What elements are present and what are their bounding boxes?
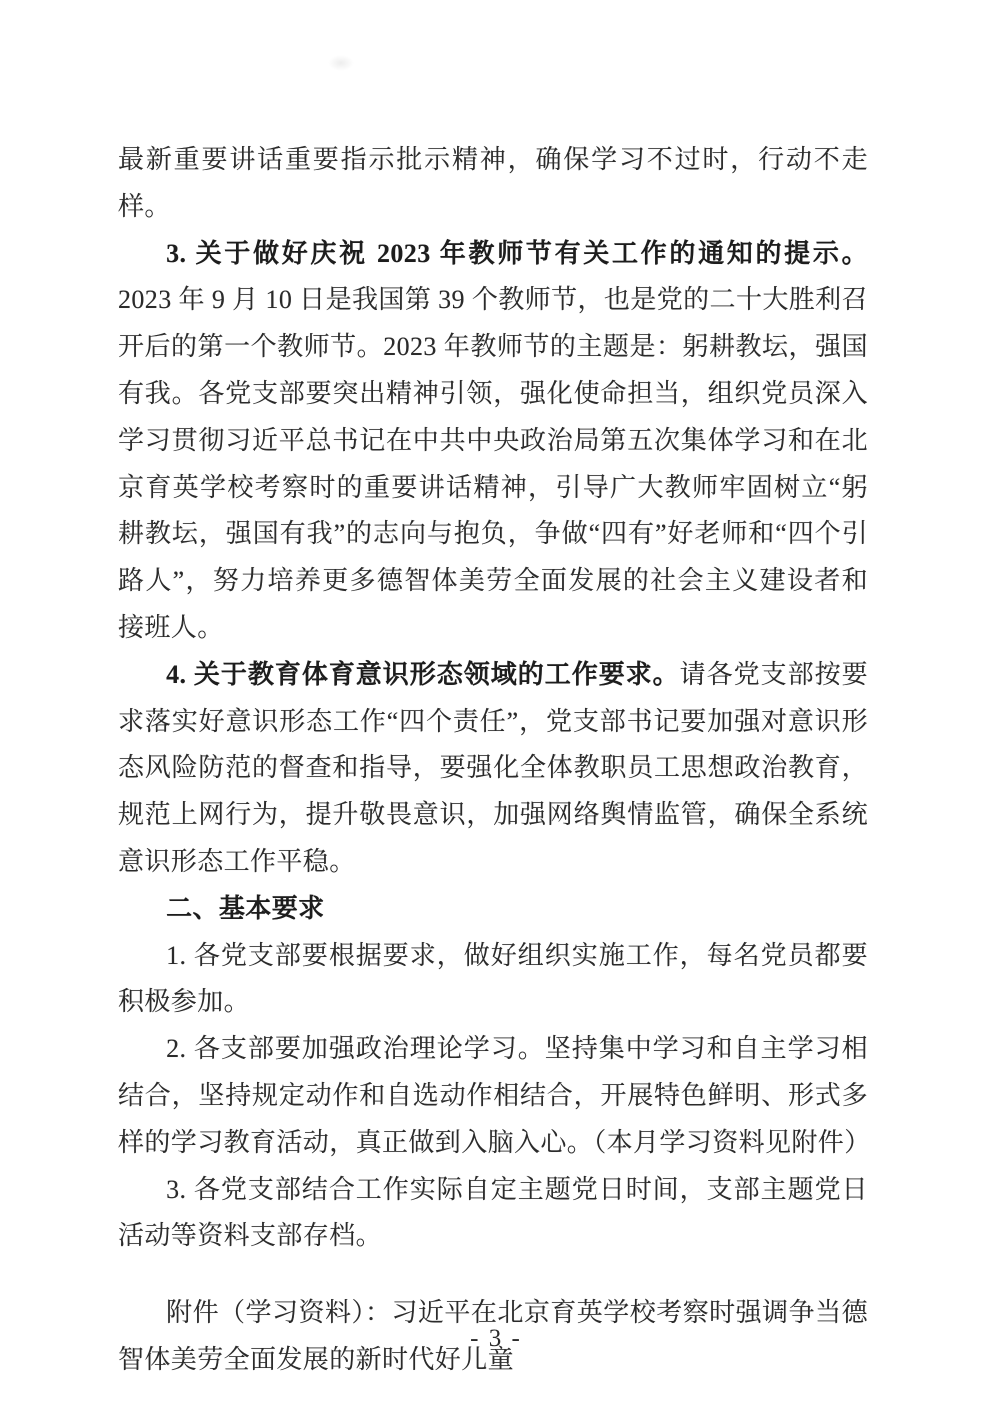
section-heading-text: 二、基本要求 — [166, 893, 325, 923]
paragraph-text: 最新重要讲话重要指示批示精神，确保学习不过时，行动不走样。 — [118, 145, 868, 221]
paragraph-text: 附件（学习资料）：习近平在北京育英学校考察时强调争当德智体美劳全面发展的新时代好儿童 — [118, 1298, 868, 1374]
scan-smudge-artifact — [328, 55, 354, 71]
paragraph-text: 1. 各党支部要根据要求，做好组织实施工作，每名党员都要积极参加。 — [118, 940, 868, 1017]
page-number: - 3 - — [470, 1325, 522, 1352]
paragraph-requirement-3 — [118, 1167, 868, 1261]
paragraph-item-3-teachers-day — [118, 231, 868, 652]
paragraph-bold-lead: 3. 关于做好庆祝 2023 年教师节有关工作的通知的提示。 — [166, 238, 868, 268]
paragraph-text: 3. 各党支部结合工作实际自定主题党日时间，支部主题党日活动等资料支部存档。 — [118, 1174, 868, 1251]
paragraph-requirement-1 — [118, 933, 868, 1027]
paragraph-continuation — [118, 137, 868, 231]
paragraph-requirement-2 — [118, 1026, 871, 1166]
section-heading-basic-requirements — [118, 886, 868, 933]
paragraph-bold-lead: 4. 关于教育体育意识形态领域的工作要求。 — [166, 659, 680, 689]
paragraph-text: 请各党支部按要求落实好意识形态工作“四个责任”，党支部书记要加强对意识形态风险防范的督查和指导，要强化全体教职员工思想政治教育，规范上网行为，提升敬畏意识，加强网络舆情监管，确保全系统意识形态工作平稳。 — [118, 659, 868, 876]
paragraph-text: 2023 年 9 月 10 日是我国第 39 个教师节，也是党的二十大胜利召开后的第一个教师节。2023 年教师节的主题是：躬耕教坛，强国有我。各党支部要突出精神引领，强化使命担当，组织党员深入学习贯彻习近平总书记在中共中央政治局第五次集体学习和在北京育英学校考察时的重要讲话精神，引导广大教师牢固树立“躬耕教坛，强国有我”的志向与抱负，争做“四有”好老师和“四个引路人”，努力培养更多德智体美劳全面发展的社会主义建设者和接班人。 — [118, 285, 868, 642]
document-body — [118, 137, 871, 1384]
paragraph-item-4-ideology — [118, 652, 868, 886]
paragraph-text: 2. 各支部要加强政治理论学习。坚持集中学习和自主学习相结合，坚持规定动作和自选动作相结合，开展特色鲜明、形式多样的学习教育活动，真正做到入脑入心。（本月学习资料见附件） — [118, 1034, 871, 1157]
